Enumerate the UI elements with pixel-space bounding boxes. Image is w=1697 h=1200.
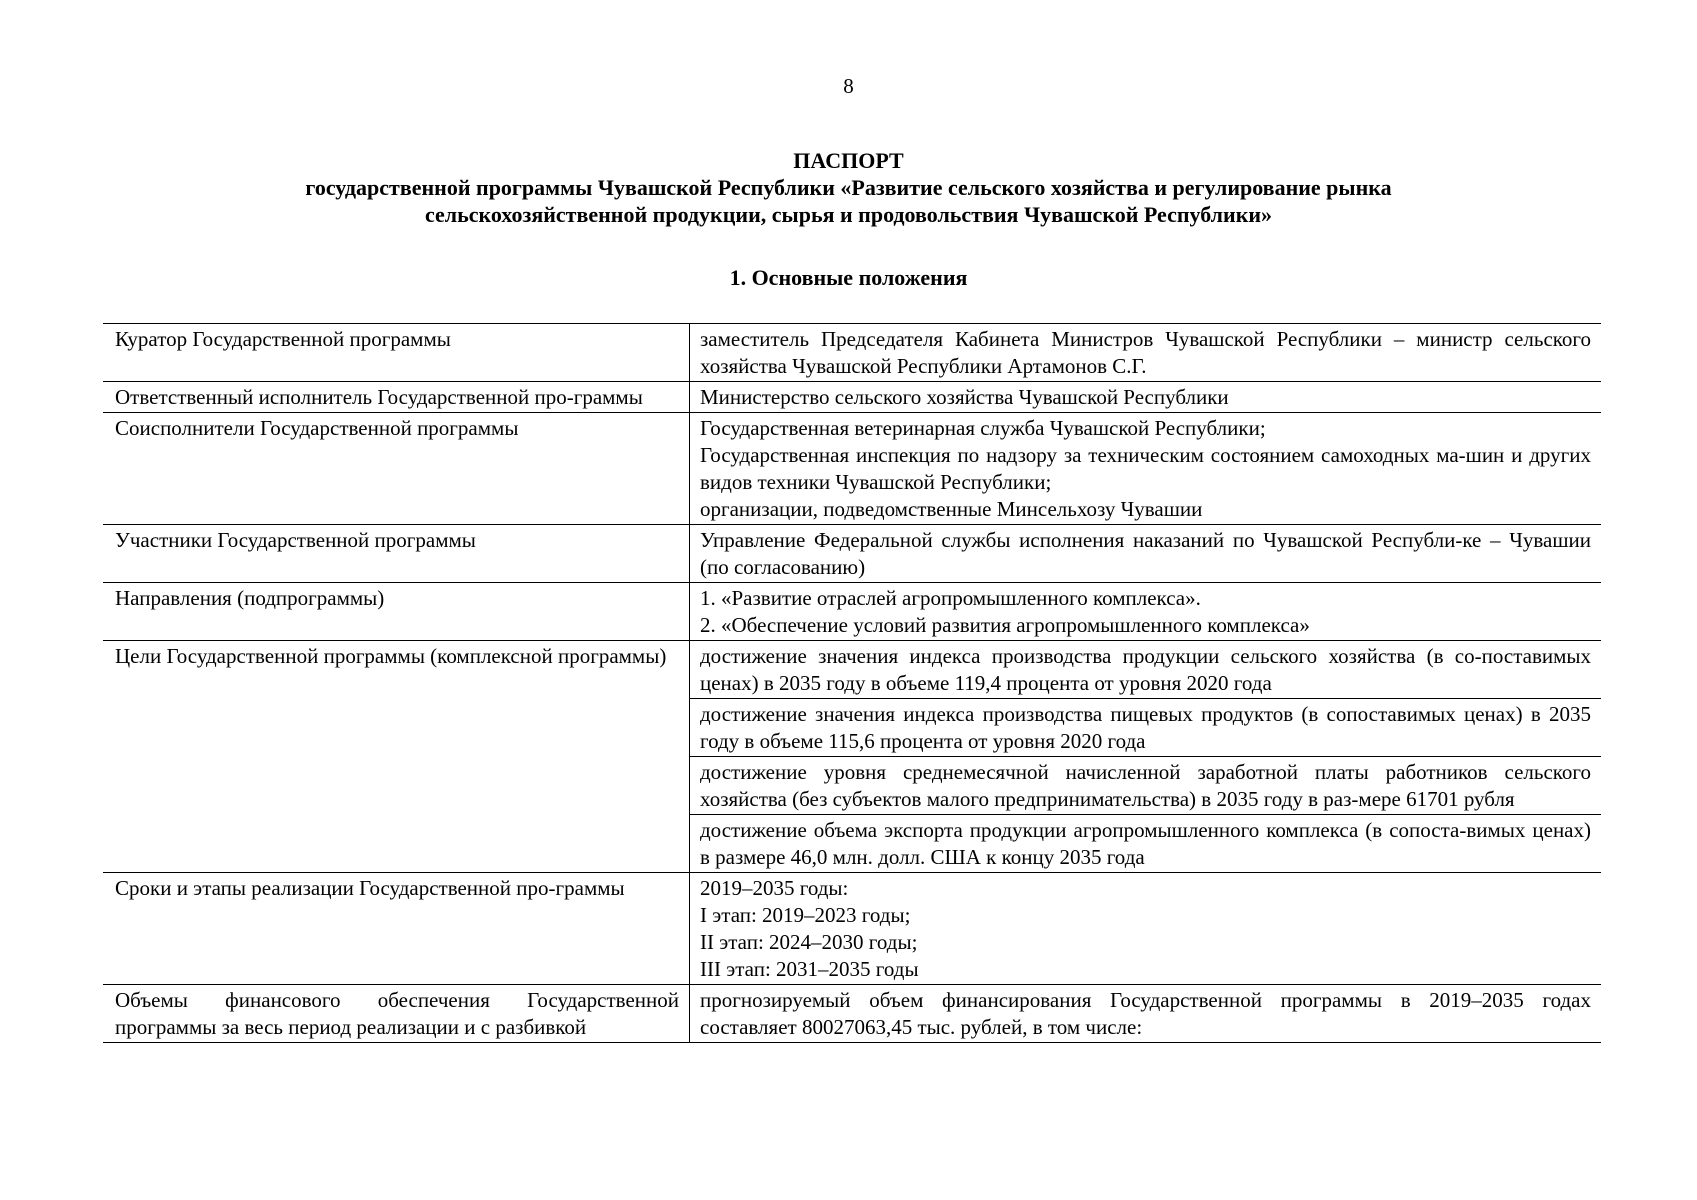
curator-label: Куратор Государственной программы	[103, 324, 690, 382]
table-row-coexecutors	[103, 413, 1601, 525]
page-number: 8	[843, 74, 854, 98]
title-line-1: ПАСПОРТ	[793, 148, 904, 173]
directions-value	[690, 583, 1602, 641]
coexecutor-line: Государственная инспекция по надзору за техническим состоянием самоходных ма-шин и других видов техники Чувашской Республики;	[700, 443, 1591, 494]
goal-item: достижение значения индекса производства пищевых продуктов (в сопоставимых ценах) в 2035 году в объеме 115,6 процента от уровня 2020 года	[690, 699, 1602, 757]
table-row-terms	[103, 873, 1601, 985]
goal-item: достижение уровня среднемесячной начисленной заработной платы работников сельского хозяйства (без субъектов малого предпринимательства) в 2035 году в раз-мере 61701 рубля	[690, 757, 1602, 815]
title-line-3: сельскохозяйственной продукции, сырья и продовольствия Чувашской Республики»	[424, 202, 1273, 227]
term-line: II этап: 2024–2030 годы;	[700, 930, 918, 954]
financing-value: прогнозируемый объем финансирования Государственной программы в 2019–2035 годах составляет 80027063,45 тыс. рублей, в том числе:	[690, 985, 1602, 1043]
table-row-financing	[103, 985, 1601, 1043]
direction-line: 1. «Развитие отраслей агропромышленного комплекса».	[700, 586, 1201, 610]
table-row-participants	[103, 525, 1601, 583]
participants-value: Управление Федеральной службы исполнения наказаний по Чувашской Республи-ке – Чувашии (по согласованию)	[690, 525, 1602, 583]
coexecutors-value	[690, 413, 1602, 525]
title-line-2: государственной программы Чувашской Республики «Развитие сельского хозяйства и регулирование рынка	[305, 175, 1392, 200]
table-row-curator	[103, 324, 1601, 382]
term-line: 2019–2035 годы:	[700, 876, 849, 900]
financing-label: Объемы финансового обеспечения Государственной программы за весь период реализации и с разбивкой	[103, 985, 690, 1043]
goals-label: Цели Государственной программы (комплексной программы)	[103, 641, 690, 873]
terms-value	[690, 873, 1602, 985]
terms-label: Сроки и этапы реализации Государственной про-граммы	[103, 873, 690, 985]
goal-item: достижение значения индекса производства продукции сельского хозяйства (в со-поставимых ценах) в 2035 году в объеме 119,4 процента от уровня 2020 года	[690, 641, 1602, 699]
directions-label: Направления (подпрограммы)	[103, 583, 690, 641]
term-line: III этап: 2031–2035 годы	[700, 957, 919, 981]
direction-line: 2. «Обеспечение условий развития агропромышленного комплекса»	[700, 613, 1310, 637]
coexecutor-line: организации, подведомственные Минсельхозу Чувашии	[700, 497, 1203, 521]
curator-value: заместитель Председателя Кабинета Министров Чувашской Республики – министр сельского хозяйства Чувашской Республики Артамонов С.Г.	[690, 324, 1602, 382]
section-heading: 1. Основные положения	[729, 265, 968, 290]
coexecutors-label: Соисполнители Государственной программы	[103, 413, 690, 525]
coexecutor-line: Государственная ветеринарная служба Чувашской Республики;	[700, 416, 1266, 440]
document-title	[0, 147, 1697, 228]
table-row-responsible	[103, 382, 1601, 413]
responsible-label: Ответственный исполнитель Государственной про-граммы	[103, 382, 690, 413]
term-line: I этап: 2019–2023 годы;	[700, 903, 911, 927]
passport-table	[103, 323, 1601, 1043]
table-row-goals	[103, 641, 1601, 699]
table-row-directions	[103, 583, 1601, 641]
participants-label: Участники Государственной программы	[103, 525, 690, 583]
goal-item: достижение объема экспорта продукции агропромышленного комплекса (в сопоста-вимых ценах) в размере 46,0 млн. долл. США к концу 2035 года	[690, 815, 1602, 873]
responsible-value: Министерство сельского хозяйства Чувашской Республики	[690, 382, 1602, 413]
